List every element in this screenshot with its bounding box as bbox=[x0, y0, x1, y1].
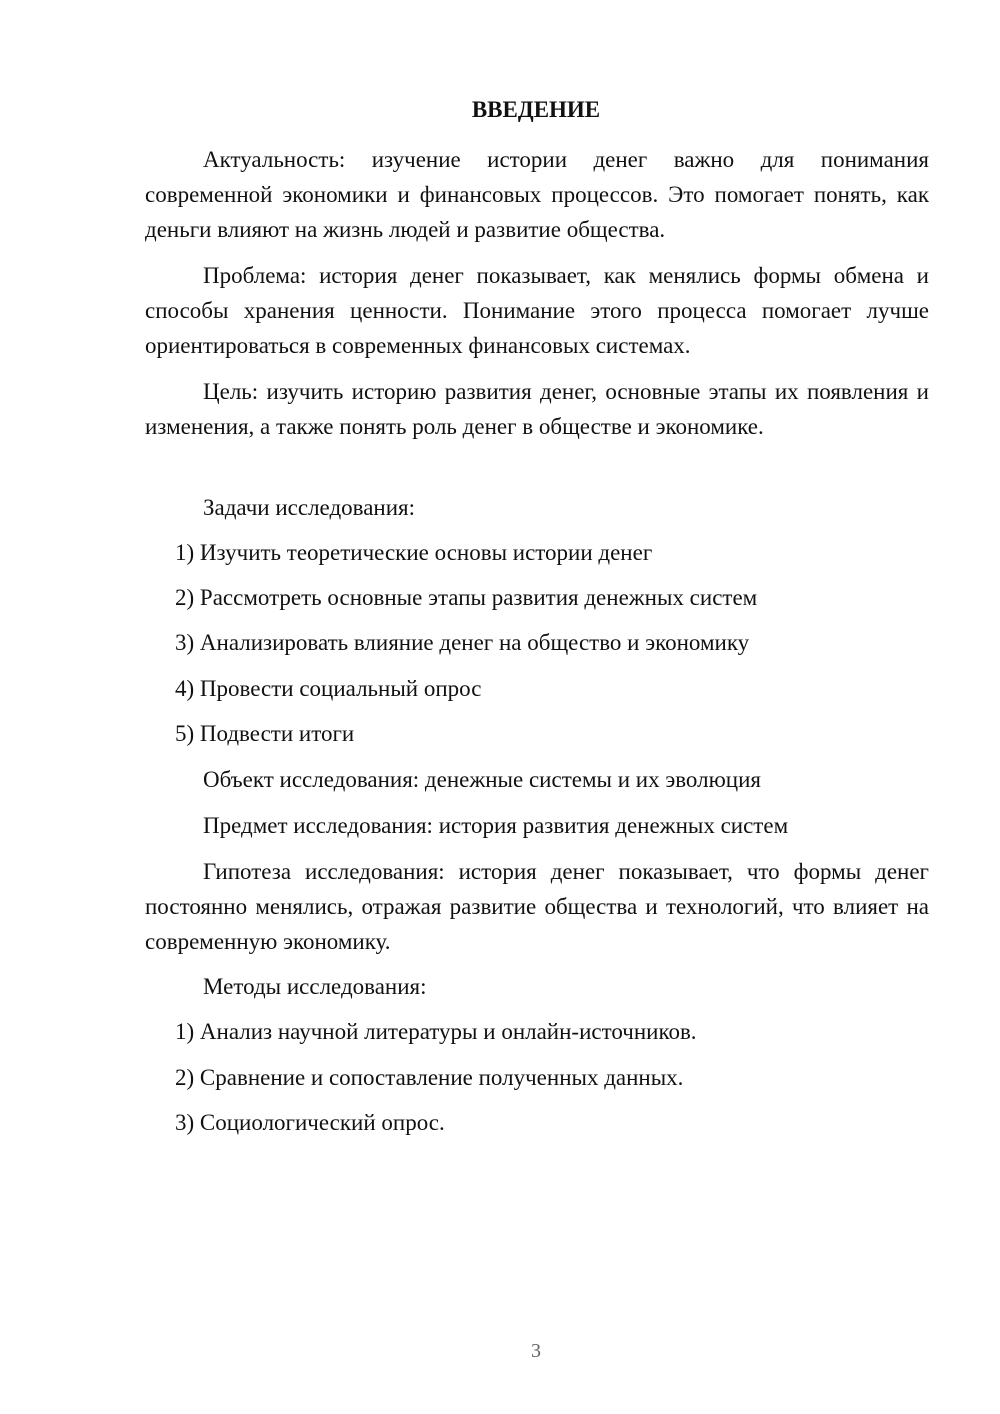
task-item: 1) Изучить теоретические основы истории денег bbox=[175, 540, 653, 565]
page-number: 3 bbox=[531, 1340, 541, 1362]
method-item: 3) Социологический опрос. bbox=[175, 1110, 445, 1135]
task-item: 4) Провести социальный опрос bbox=[175, 676, 482, 701]
method-item: 1) Анализ научной литературы и онлайн-источников. bbox=[175, 1019, 697, 1044]
research-subject: Предмет исследования: история развития денежных систем bbox=[203, 813, 789, 838]
method-item: 2) Сравнение и сопоставление полученных данных. bbox=[175, 1065, 684, 1090]
task-item: 2) Рассмотреть основные этапы развития денежных систем bbox=[175, 585, 758, 610]
task-item: 3) Анализировать влияние денег на общество и экономику bbox=[175, 630, 750, 655]
page-title: ВВЕДЕНИЕ bbox=[471, 97, 601, 122]
paragraph-relevance: Актуальность: изучение истории денег важно для понимания современной экономики и финансовых процессов. Это помогает понять, как деньги влияют на жизнь людей и развитие общества. bbox=[145, 147, 929, 242]
paragraph-problem: Проблема: история денег показывает, как менялись формы обмена и способы хранения ценности. Понимание этого процесса помогает лучше ориентироваться в современных финансовых системах. bbox=[145, 263, 929, 358]
methods-heading: Методы исследования: bbox=[203, 974, 427, 999]
tasks-heading: Задачи исследования: bbox=[203, 495, 416, 520]
paragraph-goal: Цель: изучить историю развития денег, основные этапы их появления и изменения, а также понять роль денег в обществе и экономике. bbox=[145, 379, 929, 439]
paragraph-hypothesis: Гипотеза исследования: история денег показывает, что формы денег постоянно менялись, отражая развитие общества и технологий, что влияет на современную экономику. bbox=[145, 859, 929, 954]
task-item: 5) Подвести итоги bbox=[175, 721, 355, 746]
research-object: Объект исследования: денежные системы и их эволюция bbox=[203, 767, 761, 792]
